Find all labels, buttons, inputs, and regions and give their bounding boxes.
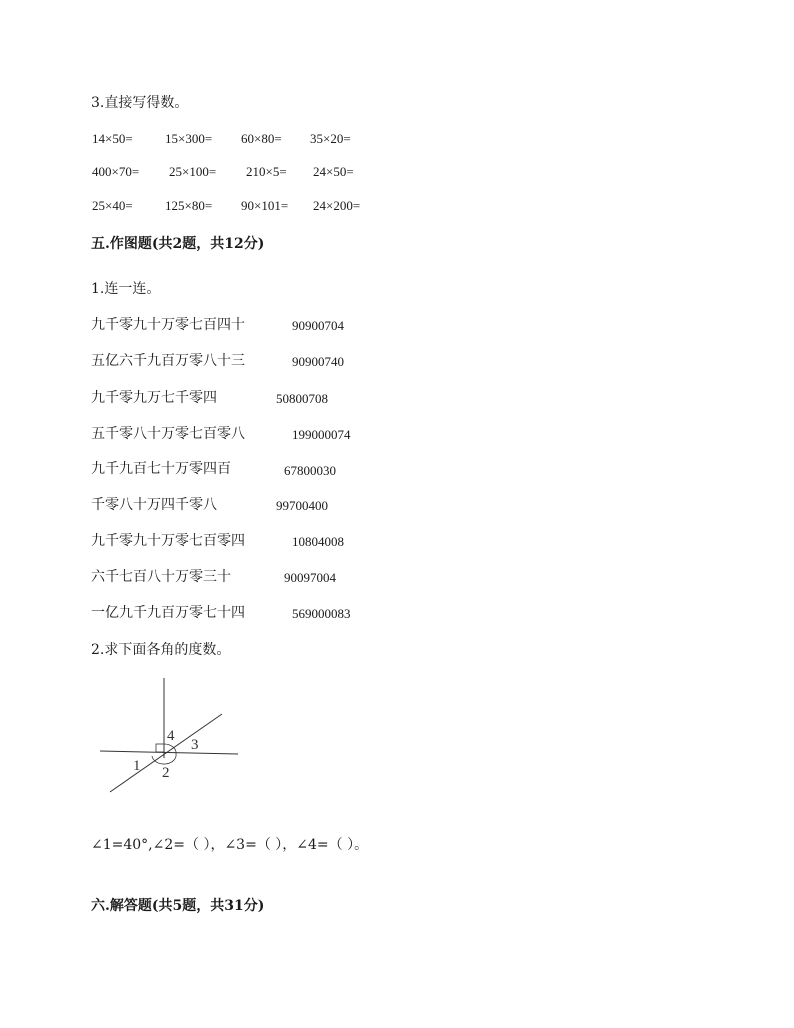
match-number: 50800708 — [276, 391, 328, 406]
angle-diagram — [90, 672, 250, 802]
section3-title: 3.直接写得数。 — [91, 95, 189, 111]
match-word: 九千零九万七千零四 — [91, 390, 217, 406]
calc-item: 15×300= — [165, 131, 213, 146]
match-number: 90900704 — [292, 318, 344, 333]
q2-title: 2.求下面各角的度数。 — [91, 642, 231, 658]
calc-item: 25×40= — [92, 198, 133, 213]
angle-label-4: 4 — [167, 728, 175, 744]
match-word: 千零八十万四千零八 — [91, 497, 217, 513]
match-word: 六千七百八十万零三十 — [91, 569, 231, 585]
match-number: 67800030 — [284, 463, 336, 478]
right-angle-marker — [156, 744, 164, 752]
calc-item: 14×50= — [92, 131, 133, 146]
angle-label-2: 2 — [162, 765, 170, 781]
angle-answer-line: ∠1=40°,∠2=（ ），∠3=（ ），∠4=（ ）。 — [91, 837, 369, 853]
part5-heading: 五.作图题(共2题，共12分) — [91, 236, 265, 252]
angle-label-3: 3 — [191, 737, 199, 753]
match-word: 一亿九千九百万零七十四 — [91, 605, 245, 621]
calc-item: 90×101= — [241, 198, 289, 213]
calc-item: 24×50= — [313, 164, 354, 179]
match-number: 99700400 — [276, 498, 328, 513]
match-word: 五亿六千九百万零八十三 — [91, 353, 245, 369]
match-number: 10804008 — [292, 534, 344, 549]
calc-item: 400×70= — [92, 164, 140, 179]
q1-title: 1.连一连。 — [91, 281, 161, 297]
match-number: 90900740 — [292, 354, 344, 369]
calc-item: 24×200= — [313, 198, 361, 213]
match-word: 九千零九十万零七百四十 — [91, 317, 245, 333]
match-word: 五千零八十万零七百零八 — [91, 426, 245, 442]
calc-item: 60×80= — [241, 131, 282, 146]
match-word: 九千零九十万零七百零四 — [91, 533, 245, 549]
calc-item: 210×5= — [246, 164, 287, 179]
part6-heading: 六.解答题(共5题，共31分) — [91, 898, 265, 914]
match-word: 九千九百七十万零四百 — [91, 461, 231, 477]
match-number: 199000074 — [292, 427, 351, 442]
match-number: 569000083 — [292, 606, 351, 621]
calc-item: 125×80= — [165, 198, 213, 213]
calc-item: 25×100= — [169, 164, 217, 179]
match-number: 90097004 — [284, 570, 336, 585]
calc-item: 35×20= — [310, 131, 351, 146]
angle-label-1: 1 — [133, 758, 141, 774]
